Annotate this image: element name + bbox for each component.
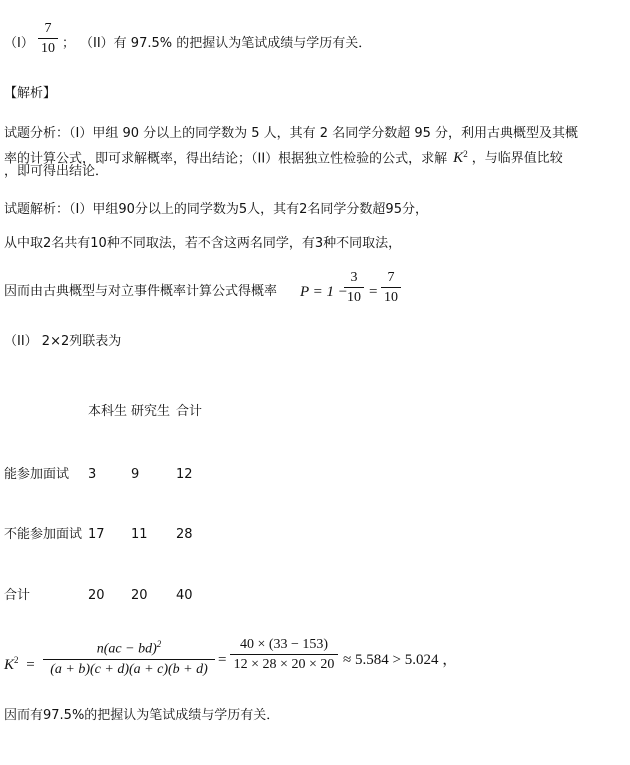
formula-frac1-den: (a + b)(c + d)(a + c)(b + d) xyxy=(50,661,208,677)
formula-lhs xyxy=(4,652,35,673)
table-cell: 11 xyxy=(131,527,148,542)
solution-line-3: 因而由古典概型与对立事件概率计算公式得概率 xyxy=(4,284,278,299)
solution-line-1: 试题解析：（I）甲组90分以上的同学数为5人，其有2名同学分数超95分， xyxy=(4,202,428,217)
analysis-line-3: ，即可得出结论． xyxy=(4,164,109,179)
answer-part2: （II）有 97.5% 的把握认为笔试成绩与学历有关． xyxy=(80,36,372,51)
answer-fraction xyxy=(38,21,58,56)
formula-k-exp: 2 xyxy=(14,655,19,665)
table-header-grad: 研究生 xyxy=(131,404,171,419)
formula-fraction-numeric xyxy=(230,637,338,672)
answer-fraction-denominator: 10 xyxy=(41,41,55,56)
formula-frac1-num: n(ac − bd)$^2$ xyxy=(96,639,162,657)
probability-fraction-1 xyxy=(344,270,364,305)
solution-line-4: （II） 2×2列联表为 xyxy=(4,334,122,349)
table-cell: 20 xyxy=(88,588,105,603)
answer-separator: ； xyxy=(62,36,76,51)
table-cell: 12 xyxy=(176,467,193,482)
section-title: 【解析】 xyxy=(4,86,57,101)
answer-part1-label: （I） xyxy=(4,36,34,51)
formula-eq2: = xyxy=(218,652,227,668)
k-symbol: K xyxy=(453,150,464,167)
table-cell: 9 xyxy=(131,467,140,482)
formula-eq1: = xyxy=(26,657,35,673)
prob-frac1-num: 3 xyxy=(350,270,358,285)
table-cell: 17 xyxy=(88,527,105,542)
k-exponent: 2 xyxy=(463,149,468,159)
formula-fraction-symbolic xyxy=(43,637,215,677)
table-header-undergrad: 本科生 xyxy=(88,404,128,419)
table-cell: 20 xyxy=(131,588,148,603)
table-row-label: 合计 xyxy=(4,588,31,603)
prob-frac2-den: 10 xyxy=(384,290,398,305)
table-row-label: 能参加面试 xyxy=(4,467,70,482)
table-cell: 28 xyxy=(176,527,193,542)
analysis-line-2-tail: ，与临界值比较 xyxy=(471,151,563,167)
probability-expr: P = 1 − xyxy=(300,284,348,300)
conclusion: 因而有97.5%的把握认为笔试成绩与学历有关． xyxy=(4,708,280,723)
solution-line-2: 从中取2名共有10种不同取法，若不含这两名同学，有3种不同取法， xyxy=(4,236,402,251)
prob-frac1-den: 10 xyxy=(347,290,361,305)
table-row-label: 不能参加面试 xyxy=(4,527,83,542)
table-cell: 40 xyxy=(176,588,193,603)
answer-fraction-numerator: 7 xyxy=(44,21,52,36)
analysis-line-2-text: 率的计算公式，即可求解概率，得出结论；（II）根据独立性检验的公式，求解 xyxy=(4,151,448,167)
formula-result: ≈ 5.584 > 5.024 ， xyxy=(343,652,458,668)
formula-k: K xyxy=(4,657,15,673)
probability-equals: = xyxy=(369,284,378,300)
prob-frac2-num: 7 xyxy=(387,270,395,285)
formula-frac2-den: 12 × 28 × 20 × 20 xyxy=(233,657,335,672)
probability-fraction-2 xyxy=(381,270,401,305)
analysis-line-1: 试题分析：（I）甲组 90 分以上的同学数为 5 人，其有 2 名同学分数超 95 分，利用古典概型及其概 xyxy=(4,126,579,141)
formula-frac2-num: 40 × (33 − 153) xyxy=(239,637,329,652)
table-cell: 3 xyxy=(88,467,97,482)
table-header-total: 合计 xyxy=(176,404,203,419)
